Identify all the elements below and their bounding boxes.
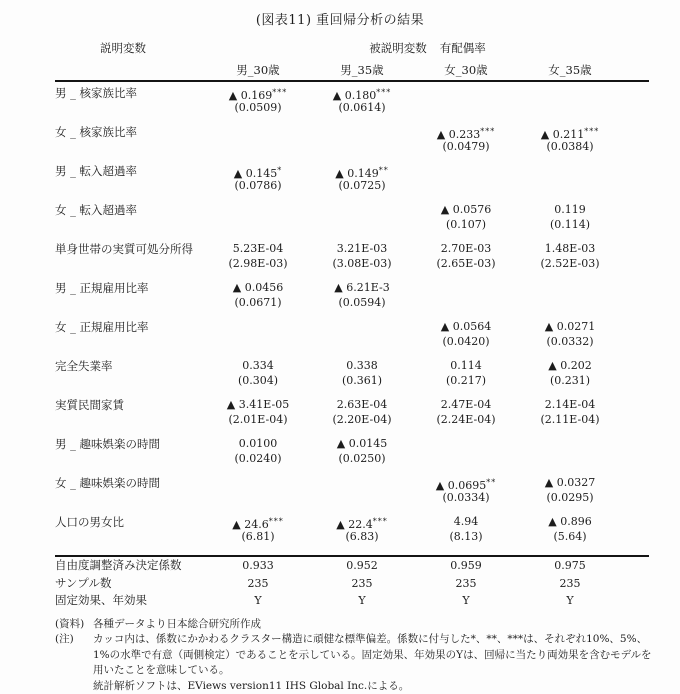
- table-row: [55, 475, 649, 514]
- summary-value: Y: [414, 592, 518, 610]
- table-row: [55, 163, 649, 202]
- table-body: [55, 82, 649, 553]
- row-label: 女 _ 趣味娯楽の時間: [55, 475, 206, 514]
- coefficient-cell: [206, 514, 310, 553]
- coefficient-value: 2.63E-04: [310, 397, 414, 412]
- standard-error: (0.107): [414, 217, 518, 232]
- coefficient-cell: [518, 358, 622, 397]
- coefficient-cell: [206, 475, 310, 514]
- software-note: 統計解析ソフトは、EViews version11 IHS Global Inc.による。: [93, 679, 655, 694]
- coefficient-value: ▲ 0.0327: [518, 475, 622, 490]
- coefficient-cell: [518, 436, 622, 475]
- coefficient-value: ▲ 0.202: [518, 358, 622, 373]
- standard-error: (0.0250): [310, 451, 414, 466]
- coefficient-cell: [206, 202, 310, 241]
- coefficient-value: 5.23E-04: [206, 241, 310, 256]
- coefficient-value: 0.338: [310, 358, 414, 373]
- summary-value: Y: [206, 592, 310, 610]
- summary-value: 0.975: [518, 557, 622, 575]
- page-title: (図表11) 重回帰分析の結果: [0, 9, 680, 28]
- coefficient-value: ▲ 0.145*: [206, 163, 310, 178]
- standard-error: (2.11E-04): [518, 412, 622, 427]
- coefficient-cell: [206, 124, 310, 163]
- summary-value: 235: [310, 575, 414, 593]
- coefficient-value: 0.119: [518, 202, 622, 217]
- coefficient-value: ▲ 3.41E-05: [206, 397, 310, 412]
- coefficient-cell: [310, 124, 414, 163]
- standard-error: (0.0594): [310, 295, 414, 310]
- standard-error: (2.98E-03): [206, 256, 310, 271]
- standard-error: (0.0295): [518, 490, 622, 505]
- significance-stars: ***: [584, 127, 599, 136]
- table-row: [55, 202, 649, 241]
- table-summary: [55, 557, 649, 610]
- summary-value: 0.959: [414, 557, 518, 575]
- coefficient-cell: [310, 358, 414, 397]
- coefficient-value: 1.48E-03: [518, 241, 622, 256]
- standard-error: (2.01E-04): [206, 412, 310, 427]
- significance-stars: ***: [272, 88, 287, 97]
- coefficient-cell: [206, 280, 310, 319]
- dependent-variable-label: 被説明変数: [369, 41, 427, 55]
- coefficient-cell: [414, 280, 518, 319]
- coefficient-cell: [206, 163, 310, 202]
- standard-error: (6.81): [206, 529, 310, 544]
- coefficient-cell: [310, 397, 414, 436]
- coefficient-value: 2.70E-03: [414, 241, 518, 256]
- coefficient-cell: [206, 319, 310, 358]
- coefficient-value: ▲ 0.0576: [414, 202, 518, 217]
- summary-value: 235: [206, 575, 310, 593]
- coefficient-cell: [206, 85, 310, 124]
- standard-error: (0.0240): [206, 451, 310, 466]
- coefficient-cell: [518, 280, 622, 319]
- standard-error: (0.304): [206, 373, 310, 388]
- coefficient-cell: [414, 124, 518, 163]
- source-note-text: 各種データより日本総合研究所作成: [93, 617, 655, 633]
- coefficient-cell: [414, 475, 518, 514]
- coefficient-cell: [206, 241, 310, 280]
- standard-error: (0.231): [518, 373, 622, 388]
- standard-error: (0.0332): [518, 334, 622, 349]
- coefficient-value: ▲ 0.233***: [414, 124, 518, 139]
- explanatory-variables-label: 説明変数: [55, 39, 206, 58]
- summary-value: Y: [518, 592, 622, 610]
- header-spacer-cell: [55, 60, 206, 80]
- coefficient-cell: [414, 163, 518, 202]
- table-row: [55, 85, 649, 124]
- coefficient-value: ▲ 6.21E-3: [310, 280, 414, 295]
- table-row: [55, 241, 649, 280]
- significance-stars: ***: [269, 517, 284, 526]
- methodology-note: [55, 632, 655, 694]
- row-label: 女 _ 正規雇用比率: [55, 319, 206, 358]
- table-row: [55, 124, 649, 163]
- significance-stars: ***: [376, 88, 391, 97]
- table-row: [55, 514, 649, 553]
- standard-error: (3.08E-03): [310, 256, 414, 271]
- row-label: 男 _ 正規雇用比率: [55, 280, 206, 319]
- coefficient-cell: [310, 436, 414, 475]
- significance-stars: ***: [480, 127, 495, 136]
- summary-value: 0.933: [206, 557, 310, 575]
- standard-error: (0.114): [518, 217, 622, 232]
- coefficient-value: 4.94: [414, 514, 518, 529]
- standard-error: (0.0725): [310, 178, 414, 193]
- report-page: [0, 9, 680, 680]
- standard-error: (2.20E-04): [310, 412, 414, 427]
- standard-error: (8.13): [414, 529, 518, 544]
- standard-error: (0.0614): [310, 100, 414, 115]
- table-row: [55, 319, 649, 358]
- source-note-label: (資料): [55, 617, 93, 633]
- coefficient-value: ▲ 0.0456: [206, 280, 310, 295]
- row-label: 男 _ 趣味娯楽の時間: [55, 436, 206, 475]
- coefficient-cell: [206, 436, 310, 475]
- coefficient-value: ▲ 0.0145: [310, 436, 414, 451]
- coefficient-value: ▲ 0.169***: [206, 85, 310, 100]
- row-label: 人口の男女比: [55, 514, 206, 553]
- significance-stars: **: [486, 478, 496, 487]
- methodology-note-text: [93, 632, 655, 694]
- coefficient-cell: [518, 319, 622, 358]
- dependent-variable-header: [206, 39, 649, 58]
- coefficient-value: ▲ 24.6***: [206, 514, 310, 529]
- coefficient-value: 3.21E-03: [310, 241, 414, 256]
- column-header-male-30: 男_30歳: [206, 60, 310, 80]
- standard-error: (6.83): [310, 529, 414, 544]
- dependent-variable-value: 有配偶率: [440, 41, 486, 55]
- table-row: [55, 436, 649, 475]
- row-label: 男 _ 転入超過率: [55, 163, 206, 202]
- coefficient-cell: [206, 397, 310, 436]
- coefficient-value: 0.334: [206, 358, 310, 373]
- standard-error: (5.64): [518, 529, 622, 544]
- standard-error: (0.0384): [518, 139, 622, 154]
- standard-error: (2.52E-03): [518, 256, 622, 271]
- standard-error: (0.0479): [414, 139, 518, 154]
- row-label: 実質民間家賃: [55, 397, 206, 436]
- coefficient-value: ▲ 0.0695**: [414, 475, 518, 490]
- standard-error: (2.65E-03): [414, 256, 518, 271]
- standard-error: (0.0671): [206, 295, 310, 310]
- standard-error: (0.0420): [414, 334, 518, 349]
- summary-row-label: サンプル数: [55, 575, 206, 593]
- summary-row: [55, 592, 649, 610]
- row-label: 男 _ 核家族比率: [55, 85, 206, 124]
- table-header-row-1: [55, 39, 649, 58]
- standard-error: (0.0786): [206, 178, 310, 193]
- coefficient-cell: [414, 358, 518, 397]
- column-header-male-35: 男_35歳: [310, 60, 414, 80]
- coefficient-value: 0.114: [414, 358, 518, 373]
- coefficient-cell: [414, 85, 518, 124]
- coefficient-value: 2.14E-04: [518, 397, 622, 412]
- summary-row: [55, 575, 649, 593]
- standard-error: (0.0509): [206, 100, 310, 115]
- significance-stars: *: [277, 166, 282, 175]
- standard-error: (2.24E-04): [414, 412, 518, 427]
- standard-error: (0.217): [414, 373, 518, 388]
- coefficient-cell: [414, 319, 518, 358]
- footnotes: [55, 617, 655, 694]
- coefficient-cell: [414, 514, 518, 553]
- coefficient-value: ▲ 0.180***: [310, 85, 414, 100]
- coefficient-value: ▲ 0.211***: [518, 124, 622, 139]
- standard-error: (0.0334): [414, 490, 518, 505]
- coefficient-cell: [310, 202, 414, 241]
- row-label: 完全失業率: [55, 358, 206, 397]
- coefficient-cell: [518, 163, 622, 202]
- coefficient-value: 0.0100: [206, 436, 310, 451]
- coefficient-cell: [518, 202, 622, 241]
- coefficient-value: 2.47E-04: [414, 397, 518, 412]
- table-row: [55, 358, 649, 397]
- coefficient-value: ▲ 0.149**: [310, 163, 414, 178]
- coefficient-value: ▲ 22.4***: [310, 514, 414, 529]
- summary-value: 0.952: [310, 557, 414, 575]
- summary-value: 235: [414, 575, 518, 593]
- coefficient-cell: [518, 241, 622, 280]
- coefficient-cell: [414, 241, 518, 280]
- coefficient-cell: [518, 475, 622, 514]
- significance-stars: ***: [373, 517, 388, 526]
- summary-row-label: 自由度調整済み決定係数: [55, 557, 206, 575]
- column-header-female-30: 女_30歳: [414, 60, 518, 80]
- coefficient-cell: [518, 85, 622, 124]
- summary-value: 235: [518, 575, 622, 593]
- coefficient-value: ▲ 0.0271: [518, 319, 622, 334]
- table-row: [55, 397, 649, 436]
- coefficient-cell: [518, 124, 622, 163]
- methodology-note-label: (注): [55, 632, 93, 694]
- source-note: [55, 617, 655, 633]
- coefficient-cell: [414, 397, 518, 436]
- row-label: 女 _ 核家族比率: [55, 124, 206, 163]
- row-label: 単身世帯の実質可処分所得: [55, 241, 206, 280]
- coefficient-value: ▲ 0.896: [518, 514, 622, 529]
- coefficient-cell: [206, 358, 310, 397]
- coefficient-cell: [310, 514, 414, 553]
- coefficient-cell: [414, 436, 518, 475]
- significance-stars: **: [379, 166, 389, 175]
- column-header-female-35: 女_35歳: [518, 60, 622, 80]
- methodology-note-main: カッコ内は、係数にかかわるクラスター構造に頑健な標準偏差。係数に付与した*、**、***は、それぞれ10%、5%、1%の水準で有意（両側検定）であることを示している。固定効果、年効果のYは、回帰に当たり両効果を含むモデルを用いたことを意味している。: [93, 632, 655, 679]
- coefficient-cell: [310, 319, 414, 358]
- coefficient-value: ▲ 0.0564: [414, 319, 518, 334]
- table-header-row-2: [55, 60, 649, 82]
- coefficient-cell: [310, 163, 414, 202]
- regression-table: [55, 39, 649, 610]
- coefficient-cell: [310, 241, 414, 280]
- coefficient-cell: [518, 514, 622, 553]
- summary-row: [55, 557, 649, 575]
- coefficient-cell: [518, 397, 622, 436]
- row-label: 女 _ 転入超過率: [55, 202, 206, 241]
- summary-row-label: 固定効果、年効果: [55, 592, 206, 610]
- coefficient-cell: [310, 85, 414, 124]
- summary-value: Y: [310, 592, 414, 610]
- standard-error: (0.361): [310, 373, 414, 388]
- coefficient-cell: [414, 202, 518, 241]
- table-row: [55, 280, 649, 319]
- coefficient-cell: [310, 280, 414, 319]
- coefficient-cell: [310, 475, 414, 514]
